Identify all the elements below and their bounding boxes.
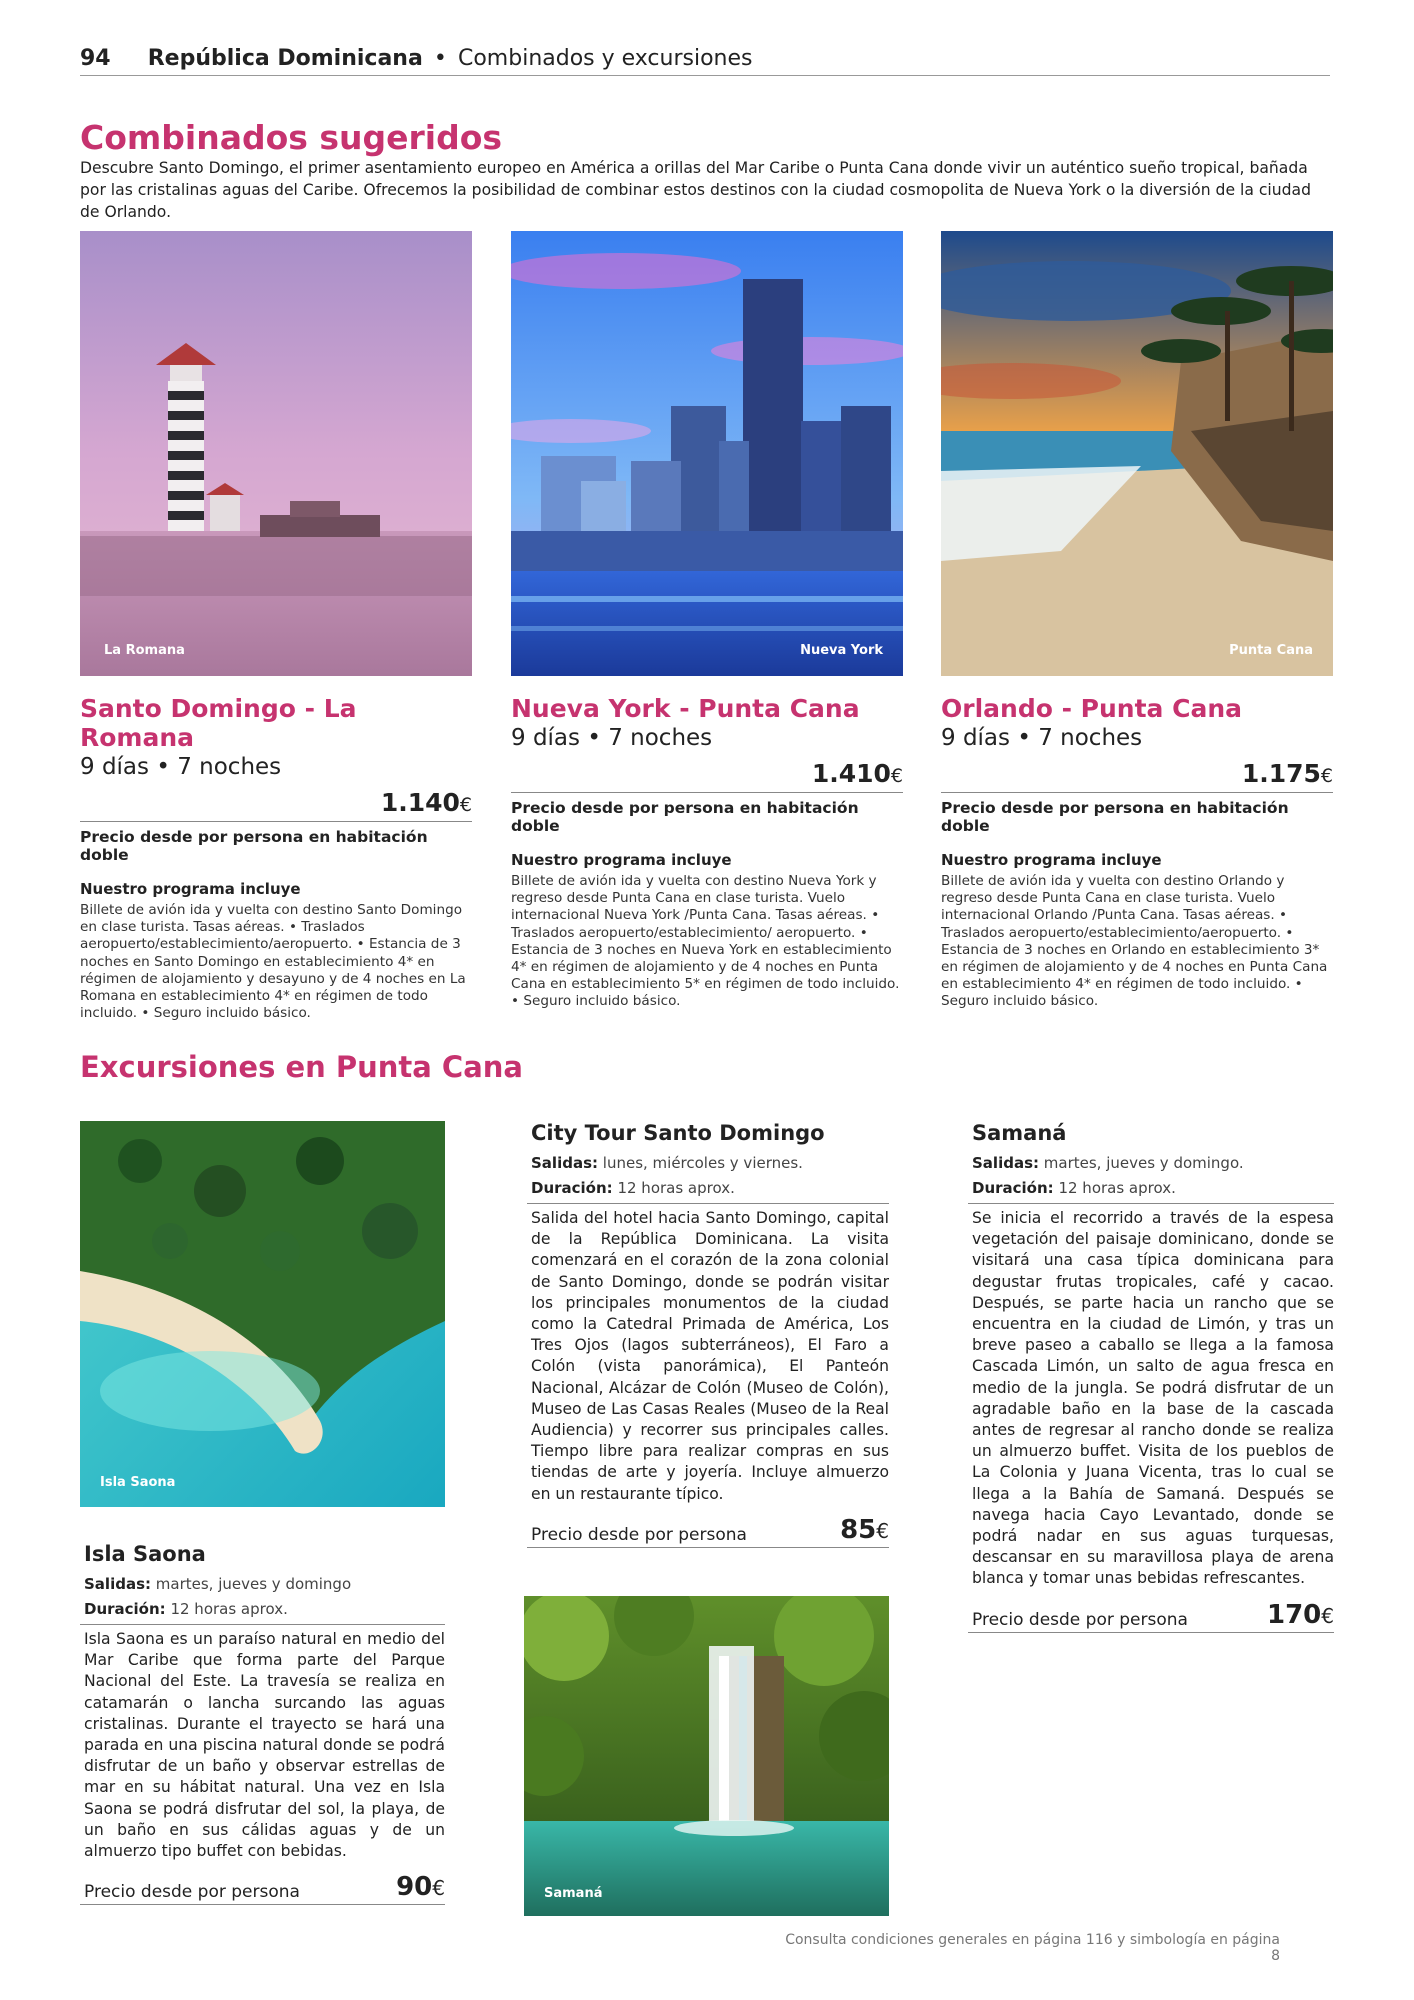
excursion-isla-saona xyxy=(80,1542,445,1905)
divider xyxy=(511,792,903,793)
currency: € xyxy=(459,794,472,816)
combo-duration: 9 días • 7 noches xyxy=(941,725,1143,751)
duracion-label: Duración: xyxy=(972,1179,1054,1197)
combo-price xyxy=(511,759,903,788)
excursion-title: Samaná xyxy=(972,1121,1067,1145)
price-value: 1.410 xyxy=(811,759,891,788)
currency: € xyxy=(1320,765,1333,787)
duracion-value: 12 horas aprox. xyxy=(170,1600,288,1618)
photo-label: Punta Cana xyxy=(1229,643,1313,658)
excursion-description: Se inicia el recorrido a través de la espesa vegetación del paisaje dominicano, donde se visitará una casa típica dominicana para degustar frutas tropicales, café y cacao. Después, se parte hacia un rancho que se encuentra en la ciudad de Limón, y tras un breve paseo a caballo se llega a la famosa Cascada Limón, un salto de agua fresca en medio de la jungla. Se podrá disfrutar de un agradable baño en la base de la cascada antes de regresar al rancho donde se realiza un almuerzo buffet. Visita de los pueblos de La Colonia y Juana Vicenta, tras lo cual se llega a la Bahía de Samaná. Después se navega hacia Cayo Levantado, donde se podrá nadar en sus aguas turquesas, descansar en su maravillosa playa de arena blanca y tomar unas bebidas refrescantes. xyxy=(972,1209,1334,1588)
photo-nueva-york xyxy=(511,231,903,676)
combo-card-2 xyxy=(511,694,903,1011)
beach-image xyxy=(941,231,1333,676)
combo-title: Santo Domingo - La Romana xyxy=(80,694,357,752)
photo-label: Nueva York xyxy=(800,643,883,658)
photo-label: La Romana xyxy=(104,643,185,658)
excursion-salidas xyxy=(80,1572,445,1597)
price-value: 90 xyxy=(396,1872,433,1903)
includes-title: Nuestro programa incluye xyxy=(80,880,301,898)
divider xyxy=(941,792,1333,793)
currency: € xyxy=(876,1518,889,1543)
island-image xyxy=(80,1121,445,1507)
page-number: 94 xyxy=(80,46,111,71)
combo-card-1 xyxy=(80,694,472,1022)
excursion-duracion xyxy=(968,1176,1334,1201)
excursion-duracion xyxy=(80,1597,445,1622)
photo-label: Isla Saona xyxy=(100,1475,176,1490)
currency: € xyxy=(1321,1603,1334,1628)
combo-card-3 xyxy=(941,694,1333,1011)
salidas-value: martes, jueves y domingo xyxy=(155,1575,352,1593)
includes-title: Nuestro programa incluye xyxy=(941,851,1162,869)
price-note: Precio desde por persona en habitación doble xyxy=(941,799,1289,835)
excursion-description: Salida del hotel hacia Santo Domingo, capital de la República Dominicana. La visita comenzará en el corazón de la zona colonial de Santo Domingo, donde se podrán visitar los principales monumentos de la ciudad como la Catedral Primada de América, Los Tres Ojos (lagos subterráneos), El Faro a Colón (vista panorámica), El Panteón Nacional, Alcázar de Colón (Museo de Colón), Museo de Las Casas Reales (Museo de la Real Audiencia) y recorrer sus principales calles. Tiempo libre para realizar compras en sus tiendas de arte y joyería. Incluye almuerzo en un restaurante típico. xyxy=(531,1209,889,1503)
divider xyxy=(968,1203,1334,1204)
salidas-label: Salidas: xyxy=(84,1575,151,1593)
excursion-price-row xyxy=(80,1872,445,1905)
currency: € xyxy=(890,765,903,787)
excursion-title: Isla Saona xyxy=(84,1542,206,1566)
includes-text: Billete de avión ida y vuelta con destino Orlando y regreso desde Punta Cana en clase turista. Vuelo internacional Orlando /Punta Cana. Tasas aéreas. • Traslados aeropuerto/establecimiento/aeropuerto. • Estancia de 3 noches en Orlando en establecimiento 3* en régimen de alojamiento y de 4 noches en Punta Cana en establecimiento 4* en régimen de todo incluido. • Seguro incluido básico. xyxy=(941,873,1328,1010)
combinados-intro: Descubre Santo Domingo, el primer asentamiento europeo en América a orillas del Mar Caribe o Punta Cana donde vivir un auténtico sueño tropical, bañada por las cristalinas aguas del Caribe. Ofrecemos la posibilidad de combinar estos destinos con la ciudad cosmopolita de Nueva York o la diversión de la ciudad de Orlando. xyxy=(80,159,1311,221)
combo-title: Nueva York - Punta Cana xyxy=(511,694,860,723)
photo-label: Samaná xyxy=(544,1886,603,1901)
photo-samana xyxy=(524,1596,889,1916)
combo-price xyxy=(941,759,1333,788)
page-header xyxy=(80,46,1330,76)
salidas-label: Salidas: xyxy=(972,1154,1039,1172)
photo-punta-cana xyxy=(941,231,1333,676)
currency: € xyxy=(432,1876,445,1901)
lighthouse-image xyxy=(80,231,472,676)
waterfall-image xyxy=(524,1596,889,1916)
divider xyxy=(527,1203,889,1204)
duracion-label: Duración: xyxy=(531,1179,613,1197)
excursiones-title: Excursiones en Punta Cana xyxy=(80,1050,524,1084)
divider xyxy=(80,1624,445,1625)
price-label: Precio desde por persona xyxy=(972,1609,1188,1630)
excursion-salidas xyxy=(968,1151,1334,1176)
salidas-value: lunes, miércoles y viernes. xyxy=(602,1154,803,1172)
excursion-price-row xyxy=(968,1600,1334,1633)
excursion-price xyxy=(396,1872,445,1902)
footer-note: Consulta condiciones generales en página 116 y simbología en página 8 xyxy=(785,1932,1280,1964)
excursion-title: City Tour Santo Domingo xyxy=(531,1121,825,1145)
duracion-label: Duración: xyxy=(84,1600,166,1618)
combinados-title: Combinados sugeridos xyxy=(80,118,503,157)
includes-text: Billete de avión ida y vuelta con destino Santo Domingo en clase turista. Tasas aéreas. • Traslados aeropuerto/establecimiento/aeropuerto. • Estancia de 3 noches en Santo Domingo en establecimiento 4* en régimen de alojamiento y desayuno y de 4 noches en La Romana en establecimiento 4* en régimen de todo incluido. • Seguro incluido básico. xyxy=(80,902,466,1022)
combo-duration: 9 días • 7 noches xyxy=(80,754,282,780)
excursion-samana xyxy=(968,1121,1334,1633)
price-value: 1.175 xyxy=(1241,759,1321,788)
excursion-duracion xyxy=(527,1176,889,1201)
excursion-price xyxy=(840,1515,889,1545)
price-label: Precio desde por persona xyxy=(531,1524,747,1545)
includes-title: Nuestro programa incluye xyxy=(511,851,732,869)
excursion-description: Isla Saona es un paraíso natural en medio del Mar Caribe que forma parte del Parque Nacional del Este. La travesía se realiza en catamarán o lancha surcando las aguas cristalinas. Durante el trayecto se hará una parada en una piscina natural donde se podrá disfrutar de un baño y observar estrellas de mar en su hábitat natural. Una vez en Isla Saona se podrá disfrutar del sol, la playa, de un baño en sus cálidas aguas y de un almuerzo tipo buffet con bebidas. xyxy=(84,1630,445,1861)
price-note: Precio desde por persona en habitación doble xyxy=(511,799,859,835)
header-separator: • xyxy=(433,46,447,71)
header-section: Combinados y excursiones xyxy=(457,46,753,71)
combo-title: Orlando - Punta Cana xyxy=(941,694,1243,723)
price-value: 1.140 xyxy=(380,788,460,817)
skyline-image xyxy=(511,231,903,676)
salidas-value: martes, jueves y domingo. xyxy=(1043,1154,1244,1172)
price-value: 170 xyxy=(1266,1599,1322,1630)
photo-la-romana xyxy=(80,231,472,676)
duracion-value: 12 horas aprox. xyxy=(1058,1179,1176,1197)
excursion-price-row xyxy=(527,1515,889,1548)
excursion-price xyxy=(1267,1600,1334,1630)
price-note: Precio desde por persona en habitación doble xyxy=(80,828,428,864)
header-country: República Dominicana xyxy=(147,46,423,71)
duracion-value: 12 horas aprox. xyxy=(617,1179,735,1197)
photo-isla-saona xyxy=(80,1121,445,1507)
excursion-salidas xyxy=(527,1151,889,1176)
combo-duration: 9 días • 7 noches xyxy=(511,725,713,751)
includes-text: Billete de avión ida y vuelta con destino Nueva York y regreso desde Punta Cana en clase turista. Vuelo internacional Nueva York /Punta Cana. Tasas aéreas. • Traslados aeropuerto/establecimiento/ aeropuerto. • Estancia de 3 noches en Nueva York en establecimiento 4* en régimen de alojamiento y de 4 noches en Punta Cana en establecimiento 5* en régimen de todo incluido. • Seguro incluido básico. xyxy=(511,873,900,1010)
excursion-city-tour xyxy=(527,1121,889,1548)
salidas-label: Salidas: xyxy=(531,1154,598,1172)
price-value: 85 xyxy=(840,1514,877,1545)
combo-price xyxy=(80,788,472,817)
divider xyxy=(80,821,472,822)
price-label: Precio desde por persona xyxy=(84,1882,300,1903)
